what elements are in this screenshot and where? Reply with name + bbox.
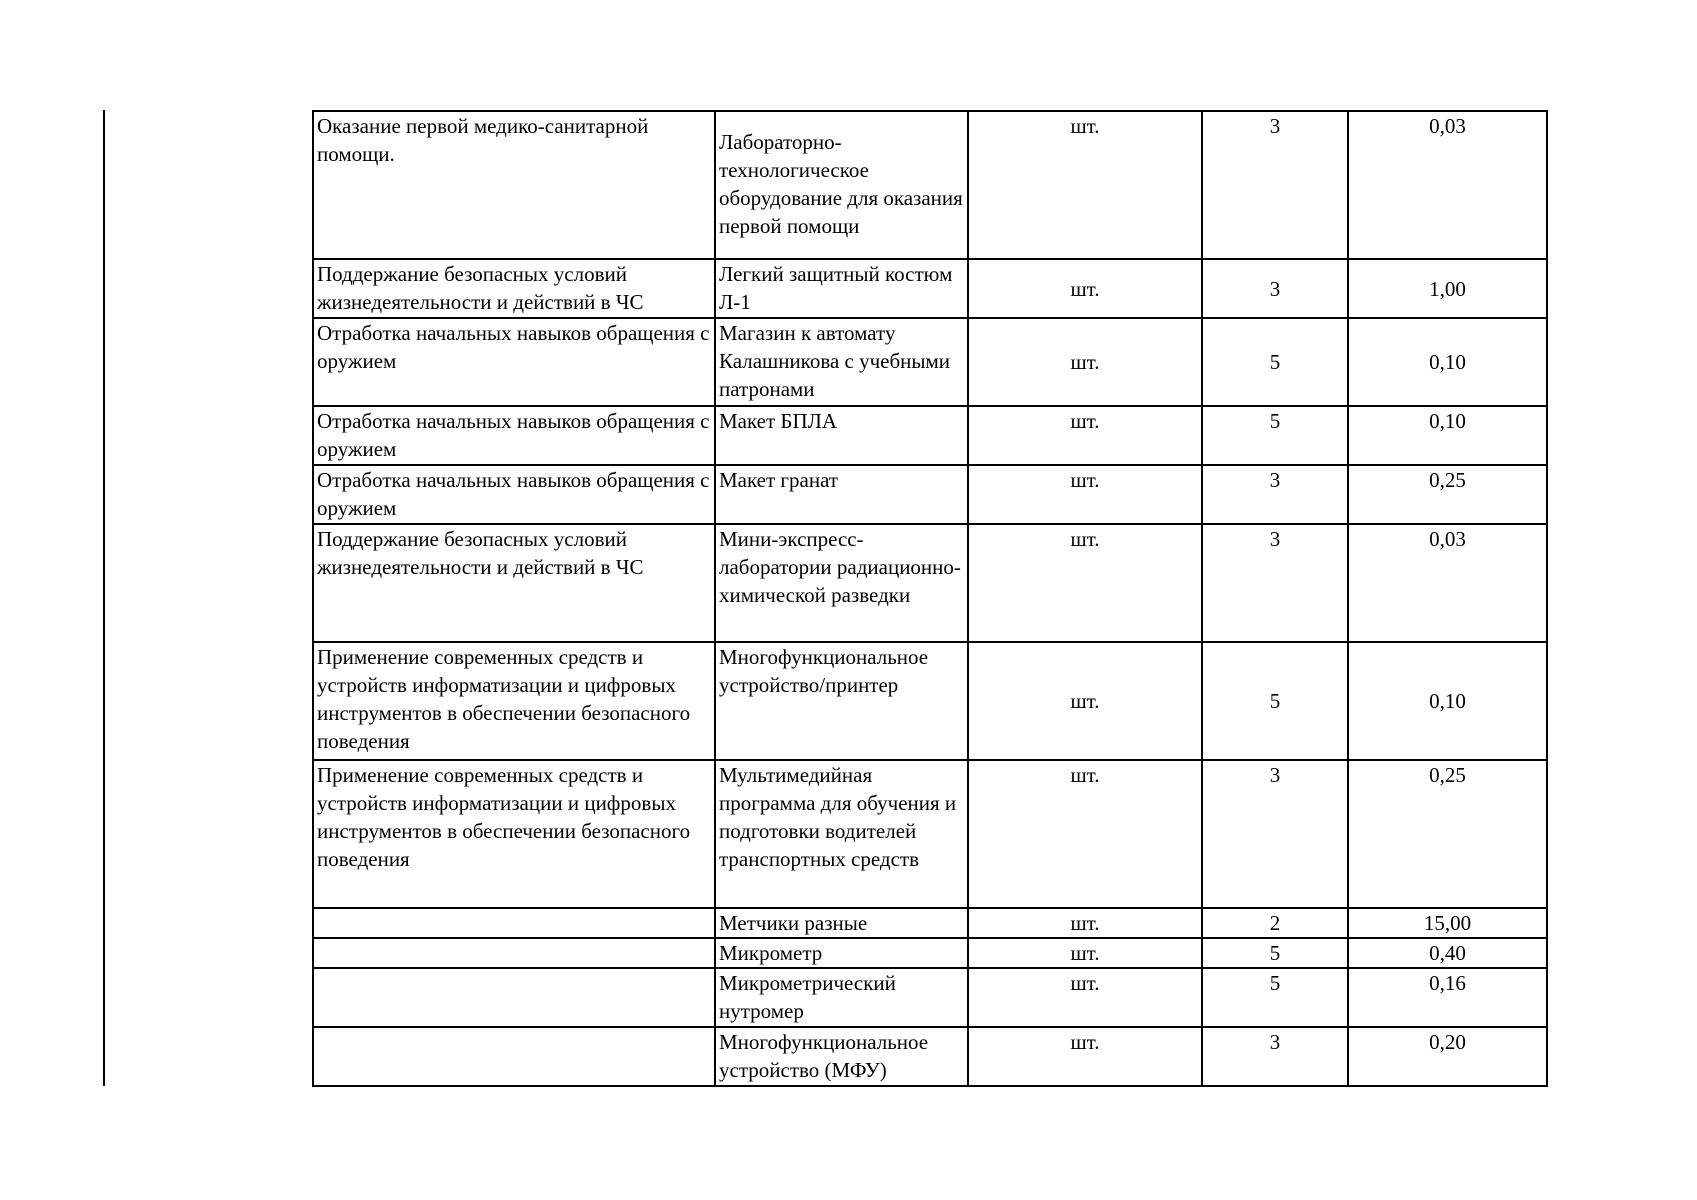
quantity-cell: 5	[1202, 406, 1348, 465]
value-cell: 0,10	[1348, 406, 1547, 465]
quantity-cell: 2	[1202, 908, 1348, 938]
value-cell: 0,20	[1348, 1027, 1547, 1086]
item-cell: Микрометрический нутромер	[715, 968, 968, 1027]
purpose-cell: Отработка начальных навыков обращения с оружием	[313, 465, 715, 524]
value-cell: 0,16	[1348, 968, 1547, 1027]
value-cell: 0,10	[1348, 318, 1547, 406]
unit-cell: шт.	[968, 968, 1202, 1027]
purpose-cell: Оказание первой медико-санитарной помощи.	[313, 111, 715, 259]
table-row	[313, 908, 1547, 938]
item-cell: Магазин к автомату Калашникова с учебными патронами	[715, 318, 968, 406]
value-cell: 15,00	[1348, 908, 1547, 938]
unit-cell: шт.	[968, 1027, 1202, 1086]
unit-cell: шт.	[968, 524, 1202, 642]
item-cell: Макет гранат	[715, 465, 968, 524]
purpose-cell: Поддержание безопасных условий жизнедеятельности и действий в ЧС	[313, 524, 715, 642]
table-row	[313, 524, 1547, 642]
table-row	[313, 259, 1547, 318]
quantity-cell: 3	[1202, 111, 1348, 259]
table-row	[313, 760, 1547, 908]
quantity-cell: 3	[1202, 760, 1348, 908]
item-cell: Многофункциональное устройство (МФУ)	[715, 1027, 968, 1086]
purpose-cell: Поддержание безопасных условий жизнедеятельности и действий в ЧС	[313, 259, 715, 318]
equipment-table	[312, 110, 1548, 1087]
table-row	[313, 968, 1547, 1027]
value-cell: 0,10	[1348, 642, 1547, 760]
item-cell: Метчики разные	[715, 908, 968, 938]
quantity-cell: 3	[1202, 1027, 1348, 1086]
table-row	[313, 465, 1547, 524]
quantity-cell: 5	[1202, 642, 1348, 760]
value-cell: 0,25	[1348, 465, 1547, 524]
unit-cell: шт.	[968, 465, 1202, 524]
value-cell: 0,40	[1348, 938, 1547, 968]
purpose-cell: Отработка начальных навыков обращения с оружием	[313, 406, 715, 465]
item-cell: Макет БПЛА	[715, 406, 968, 465]
purpose-cell	[313, 968, 715, 1027]
item-cell: Лабораторно-технологическое оборудование для оказания первой помощи	[715, 111, 968, 259]
purpose-cell: Применение современных средств и устройств информатизации и цифровых инструментов в обеспечении безопасного поведения	[313, 760, 715, 908]
purpose-cell: Отработка начальных навыков обращения с оружием	[313, 318, 715, 406]
item-cell: Мини-экспресс-лаборатории радиационно-химической разведки	[715, 524, 968, 642]
table-row	[313, 642, 1547, 760]
unit-cell: шт.	[968, 259, 1202, 318]
unit-cell: шт.	[968, 318, 1202, 406]
table-row	[313, 938, 1547, 968]
purpose-cell	[313, 908, 715, 938]
value-cell: 0,03	[1348, 111, 1547, 259]
table-row	[313, 318, 1547, 406]
quantity-cell: 5	[1202, 938, 1348, 968]
table-row	[313, 111, 1547, 259]
item-cell: Мультимедийная программа для обучения и подготовки водителей транспортных средств	[715, 760, 968, 908]
purpose-cell: Применение современных средств и устройств информатизации и цифровых инструментов в обеспечении безопасного поведения	[313, 642, 715, 760]
item-cell: Легкий защитный костюм Л-1	[715, 259, 968, 318]
quantity-cell: 3	[1202, 465, 1348, 524]
quantity-cell: 3	[1202, 524, 1348, 642]
purpose-cell	[313, 938, 715, 968]
unit-cell: шт.	[968, 908, 1202, 938]
quantity-cell: 5	[1202, 318, 1348, 406]
value-cell: 1,00	[1348, 259, 1547, 318]
unit-cell: шт.	[968, 406, 1202, 465]
unit-cell: шт.	[968, 111, 1202, 259]
quantity-cell: 3	[1202, 259, 1348, 318]
purpose-cell	[313, 1027, 715, 1086]
unit-cell: шт.	[968, 642, 1202, 760]
table-row	[313, 1027, 1547, 1086]
unit-cell: шт.	[968, 760, 1202, 908]
item-cell: Микрометр	[715, 938, 968, 968]
value-cell: 0,03	[1348, 524, 1547, 642]
item-cell: Многофункциональное устройство/принтер	[715, 642, 968, 760]
table-row	[313, 406, 1547, 465]
unit-cell: шт.	[968, 938, 1202, 968]
page-margin-line	[103, 110, 105, 1086]
quantity-cell: 5	[1202, 968, 1348, 1027]
value-cell: 0,25	[1348, 760, 1547, 908]
